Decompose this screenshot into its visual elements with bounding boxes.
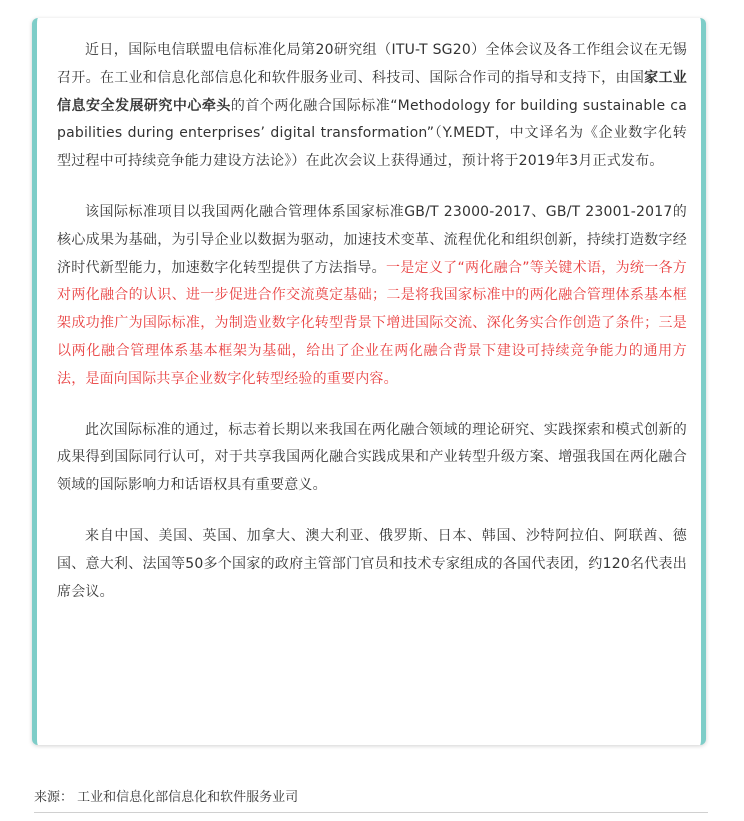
paragraph-1-text-end: 的首个两化融合国际标准“Methodology for building sustainable capabilities during enterprises’ digital transformation”（Y.MEDT，中文译名为《企业数字化转型过程中可持续竞争能力建设方法论》）在此次会议上获得通过，预计将于2019年3月正式发布。 xyxy=(57,97,687,170)
paragraph-1-text: 近日，国际电信联盟电信标准化局第20研究组（ITU-T SG20）全体会议及各工作组会议在无锡召开。在工业和信息化部信息化和软件服务业司、科技司、国际合作司的指导和支持下，由国 xyxy=(57,42,687,86)
paragraph-2-text: 该国际标准项目以我国两化融合管理体系国家标准GB/T 23000-2017、GB/T 23001-2017的核心成果为基础，为引导企业以数据为驱动，加速技术变革、流程优化和组织创新，持续打造数字经济时代新型能力，加速数字化转型提供了方法指导。 xyxy=(57,203,687,276)
paragraph-1 xyxy=(57,37,687,176)
paragraph-2-highlight-text: 一是定义了“两化融合”等关键术语，为统一各方对两化融合的认识、进一步促进合作交流奠定基础；二是将我国家标准中的两化融合管理体系基本框架成功推广为国际标准，为制造业数字化转型背景下增进国际交流、深化务实合作创造了条件；三是以两化融合管理体系基本框架为基础，给出了企业在两化融合背景下建设可持续竞争能力的通用方法，是面向国际共享企业数字化转型经验的重要内容。 xyxy=(57,259,687,387)
paragraph-4: 来自中国、美国、英国、加拿大、澳大利亚、俄罗斯、日本、韩国、沙特阿拉伯、阿联酋、德国、意大利、法国等50多个国家的政府主管部门官员和技术专家组成的各国代表团，约120名代表出席会议。 xyxy=(57,527,687,600)
paragraph-2 xyxy=(57,199,687,394)
paragraph-3: 此次国际标准的通过，标志着长期以来我国在两化融合领域的理论研究、实践探索和模式创新的成果得到国际同行认可，对于共享我国两化融合实践成果和产业转型升级方案、增强我国在两化融合领域的国际影响力和话语权具有重要意义。 xyxy=(57,421,687,494)
paragraph-1-bold-text: 家工业信息安全发展研究中心牵头 xyxy=(57,69,687,114)
article-card xyxy=(32,18,706,745)
article-body xyxy=(57,37,687,629)
source-line: 来源： 工业和信息化部信息化和软件服务业司 xyxy=(34,788,708,813)
